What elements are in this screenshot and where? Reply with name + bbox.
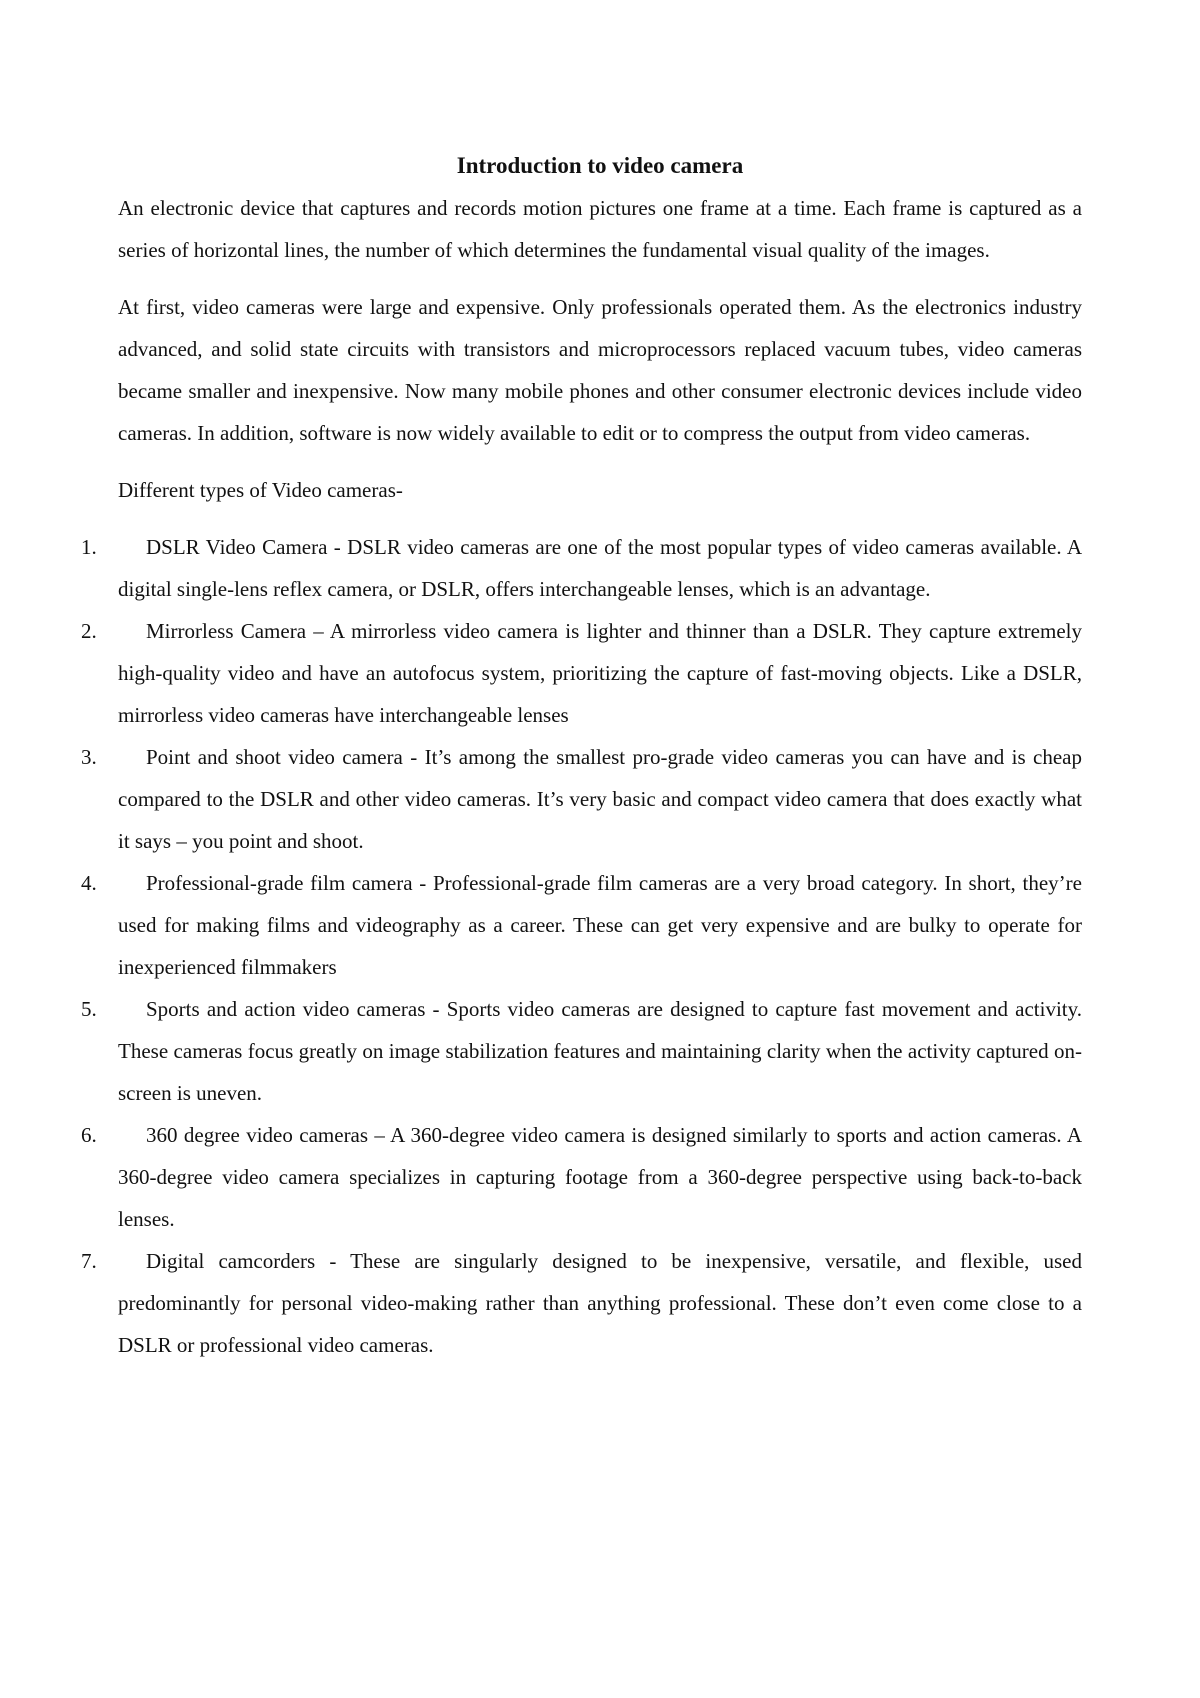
list-item-text: Point and shoot video camera - It’s among the smallest pro-grade video cameras you can have and is cheap compared to the DSLR and other video cameras. It’s very basic and compact video camera that does exactly what it says – you point and shoot. [118, 745, 1082, 853]
document-title: Introduction to video camera [456, 153, 744, 178]
list-item [81, 736, 1082, 862]
list-item-text: DSLR Video Camera - DSLR video cameras are one of the most popular types of video cameras available. A digital single-lens reflex camera, or DSLR, offers interchangeable lenses, which is an advantage. [118, 535, 1082, 601]
list-item-number: 5. [81, 997, 97, 1021]
list-item-text: Mirrorless Camera – A mirrorless video camera is lighter and thinner than a DSLR. They capture extremely high-quality video and have an autofocus system, prioritizing the capture of fast-moving objects. Like a DSLR, mirrorless video cameras have interchangeable lenses [118, 619, 1082, 727]
list-item-number: 4. [81, 871, 97, 895]
list-item [81, 862, 1082, 988]
list-item-number: 3. [81, 745, 97, 769]
list-item [81, 1114, 1082, 1240]
types-heading: Different types of Video cameras- [118, 478, 403, 502]
intro-paragraph: An electronic device that captures and records motion pictures one frame at a time. Each frame is captured as a series of horizontal lines, the number of which determines the fundamental visual quality of the images. [118, 196, 1082, 262]
document-body [81, 145, 1082, 1366]
list-item-number: 1. [81, 535, 97, 559]
list-item-number: 2. [81, 619, 97, 643]
list-item [81, 610, 1082, 736]
list-item [81, 1240, 1082, 1366]
list-item-text: 360 degree video cameras – A 360-degree video camera is designed similarly to sports and action cameras. A 360-degree video camera specializes in capturing footage from a 360-degree perspective using back-to-back lenses. [118, 1123, 1082, 1231]
list-item [81, 526, 1082, 610]
list-item-text: Digital camcorders - These are singularly designed to be inexpensive, versatile, and flexible, used predominantly for personal video-making rather than anything professional. These don’t even come close to a DSLR or professional video cameras. [118, 1249, 1082, 1357]
list-item-text: Sports and action video cameras - Sports video cameras are designed to capture fast movement and activity. These cameras focus greatly on image stabilization features and maintaining clarity when the activity captured on-screen is uneven. [118, 997, 1082, 1105]
history-paragraph: At first, video cameras were large and expensive. Only professionals operated them. As the electronics industry advanced, and solid state circuits with transistors and microprocessors replaced vacuum tubes, video cameras became smaller and inexpensive. Now many mobile phones and other consumer electronic devices include video cameras. In addition, software is now widely available to edit or to compress the output from video cameras. [118, 295, 1082, 445]
list-item-number: 7. [81, 1249, 97, 1273]
list-item-text: Professional-grade film camera - Professional-grade film cameras are a very broad category. In short, they’re used for making films and videography as a career. These can get very expensive and are bulky to operate for inexperienced filmmakers [118, 871, 1082, 979]
list-item-number: 6. [81, 1123, 97, 1147]
camera-types-list [81, 526, 1082, 1366]
list-item [81, 988, 1082, 1114]
